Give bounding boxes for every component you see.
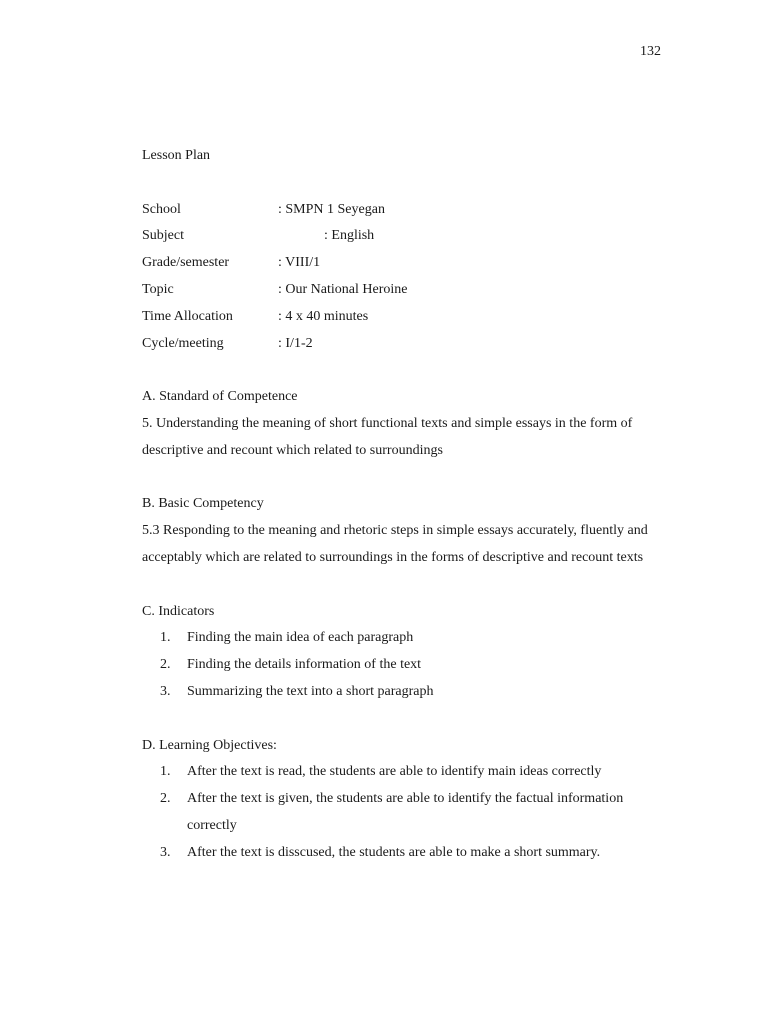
list-number: 3.: [160, 844, 171, 860]
section-text: 5. Understanding the meaning of short functional texts and simple essays in the form of descriptive and recount which related to surroundings: [142, 415, 633, 458]
section-heading: D. Learning Objectives:: [142, 737, 277, 753]
info-value: : I/1-2: [278, 335, 313, 351]
document-body: [142, 143, 672, 867]
section-heading: C. Indicators: [142, 603, 215, 619]
info-row-grade: [142, 250, 672, 277]
info-value: : VIII/1: [278, 255, 321, 271]
list-number: 1.: [160, 630, 171, 646]
document-title: Lesson Plan: [142, 148, 211, 163]
info-row-topic: [142, 277, 672, 304]
list-item: [142, 679, 672, 706]
info-label: Time Allocation: [142, 308, 233, 324]
list-item: [142, 625, 672, 652]
section-learning-objectives: [142, 733, 672, 867]
section-standard-of-competence: [142, 384, 672, 464]
list-item: [142, 652, 672, 679]
list-item: [142, 840, 672, 867]
info-value: : SMPN 1 Seyegan: [278, 201, 385, 217]
list-item-text: After the text is given, the students are able to identify the factual information correctly: [187, 791, 624, 833]
section-text: 5.3 Responding to the meaning and rhetoric steps in simple essays accurately, fluently and acceptably which are related to surroundings in the forms of descriptive and recount texts: [142, 523, 648, 565]
list-item-text: After the text is read, the students are able to identify main ideas correctly: [187, 764, 602, 780]
list-item-text: After the text is disscused, the students are able to make a short summary.: [187, 844, 601, 860]
info-value: : 4 x 40 minutes: [278, 308, 369, 324]
info-row-time: [142, 304, 672, 331]
info-table: [142, 197, 672, 358]
section-heading: B. Basic Competency: [142, 496, 264, 512]
objective-list: [142, 759, 672, 866]
list-item-text: Summarizing the text into a short paragraph: [187, 683, 434, 699]
indicator-list: [142, 625, 672, 705]
info-value: : English: [324, 228, 375, 244]
list-number: 1.: [160, 764, 171, 780]
info-label: Grade/semester: [142, 255, 230, 271]
section-heading: A. Standard of Competence: [142, 389, 298, 405]
info-label: Subject: [142, 228, 184, 244]
list-number: 2.: [160, 657, 171, 673]
list-item-text: Finding the details information of the text: [187, 657, 422, 673]
info-row-school: [142, 197, 672, 224]
list-item-text: Finding the main idea of each paragraph: [187, 630, 414, 646]
section-indicators: [142, 599, 672, 706]
info-label: Cycle/meeting: [142, 335, 224, 351]
list-number: 2.: [160, 791, 171, 807]
list-number: 3.: [160, 683, 171, 699]
section-basic-competency: [142, 491, 672, 571]
list-item: [142, 759, 672, 786]
list-item: [142, 786, 672, 840]
info-value: : Our National Heroine: [278, 281, 408, 297]
page-number: 132: [640, 44, 661, 59]
info-label: School: [142, 201, 181, 217]
info-row-cycle: [142, 331, 672, 358]
info-label: Topic: [142, 281, 174, 297]
info-row-subject: [142, 223, 672, 250]
